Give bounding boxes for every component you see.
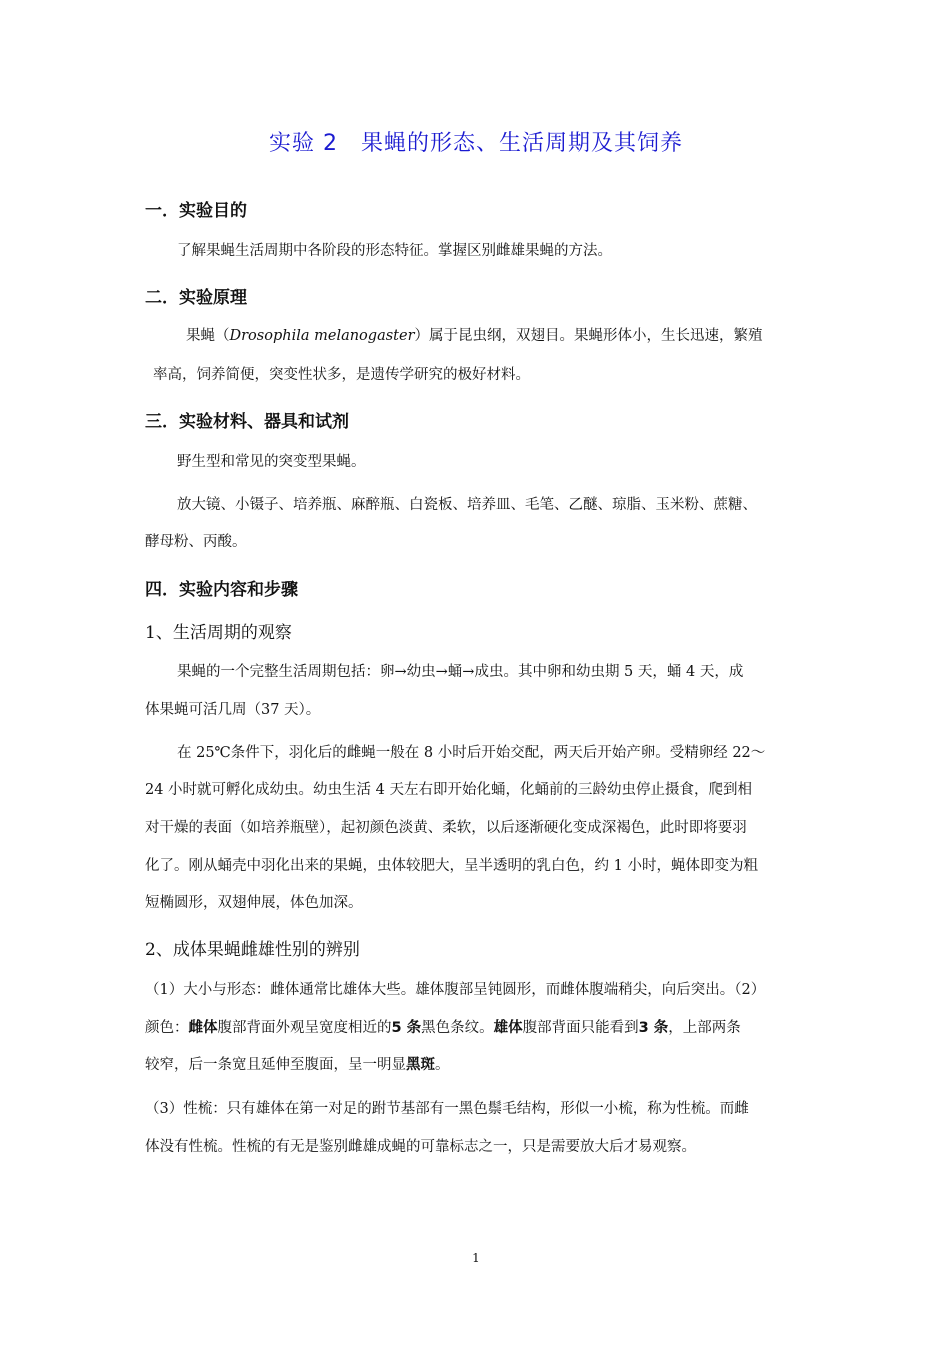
subsection-1-paragraph-2-line-1: 在 25℃条件下，羽化后的雌蝇一般在 8 小时后开始交配，两天后开始产卵。受精卵经 22～ [177, 745, 766, 761]
text-run: 。 [435, 1057, 450, 1073]
bold-text-five-stripes: 5 条 [391, 1020, 422, 1036]
subsection-1-heading: 1、生活周期的观察 [145, 623, 292, 643]
subsection-2-heading: 2、成体果蝇雌雄性别的辨别 [145, 940, 360, 960]
text-run: ，上部两条 [668, 1020, 741, 1036]
subsection-2-paragraph-2-line-2: 体没有性梳。性梳的有无是鉴别雌雄成蝇的可靠标志之一，只是需要放大后才易观察。 [145, 1139, 696, 1155]
text-run: 较窄，后一条宽且延伸至腹面，呈一明显 [145, 1057, 406, 1073]
section-2-paragraph-line-2: 率高，饲养简便，突变性状多，是遗传学研究的极好材料。 [153, 367, 530, 383]
subsection-2-paragraph-1-line-1: （1）大小与形态：雌体通常比雄体大些。雄体腹部呈钝圆形，而雌体腹端稍尖，向后突出。（2） [145, 982, 766, 998]
section-2-heading: 二．实验原理 [145, 288, 247, 308]
subsection-2-paragraph-1-line-2 [145, 1018, 741, 1038]
section-1-paragraph: 了解果蝇生活周期中各阶段的形态特征。掌握区别雌雄果蝇的方法。 [177, 243, 612, 259]
subsection-1-paragraph-2-line-5: 短椭圆形，双翅伸展，体色加深。 [145, 895, 363, 911]
section-3-paragraph-2-line-2: 酵母粉、丙酸。 [145, 534, 247, 550]
subsection-1-paragraph-2-line-4: 化了。刚从蛹壳中羽化出来的果蝇，虫体较肥大，呈半透明的乳白色，约 1 小时，蝇体即变为粗 [145, 858, 758, 874]
subsection-2-paragraph-1-line-3 [145, 1055, 450, 1075]
subsection-1-paragraph-1-line-2: 体果蝇可活几周（37 天）。 [145, 702, 321, 718]
bold-text-black-spot: 黑斑 [406, 1057, 435, 1073]
subsection-1-paragraph-2-line-2: 24 小时就可孵化成幼虫。幼虫生活 4 天左右即开始化蛹，化蛹前的三龄幼虫停止摄食，爬到相 [145, 782, 752, 798]
text-run: 腹部背面只能看到 [522, 1020, 639, 1036]
text-run: ）属于昆虫纲，双翅目。果蝇形体小，生长迅速，繁殖 [414, 328, 763, 344]
bold-text-female: 雌体 [188, 1020, 218, 1036]
section-3-paragraph-1: 野生型和常见的突变型果蝇。 [177, 454, 366, 470]
subsection-2-paragraph-2-line-1: （3）性梳：只有雄体在第一对足的跗节基部有一黑色鬃毛结构，形似一小梳，称为性梳。而雌 [145, 1101, 749, 1117]
text-run: 颜色： [145, 1020, 189, 1036]
section-1-heading: 一．实验目的 [145, 201, 247, 221]
page-number: 1 [472, 1251, 480, 1265]
text-run: 果蝇（ [186, 328, 230, 344]
section-3-paragraph-2-line-1: 放大镜、小镊子、培养瓶、麻醉瓶、白瓷板、培养皿、毛笔、乙醚、琼脂、玉米粉、蔗糖、 [177, 497, 757, 513]
section-2-paragraph-line-1 [186, 326, 763, 346]
text-run: 黑色条纹。 [421, 1020, 494, 1036]
subsection-1-paragraph-1-line-1: 果蝇的一个完整生活周期包括：卵→幼虫→蛹→成虫。其中卵和幼虫期 5 天，蛹 4 天，成 [177, 664, 744, 680]
latin-name: Drosophila melanogaster [229, 328, 415, 344]
bold-text-male: 雄体 [493, 1020, 523, 1036]
page-title: 实验 2 果蝇的形态、生活周期及其饲养 [269, 131, 683, 156]
section-3-heading: 三．实验材料、器具和试剂 [145, 412, 349, 432]
text-run: 腹部背面外观呈宽度相近的 [217, 1020, 392, 1036]
bold-text-three-stripes: 3 条 [638, 1020, 669, 1036]
section-4-heading: 四．实验内容和步骤 [145, 580, 298, 600]
subsection-1-paragraph-2-line-3: 对干燥的表面（如培养瓶壁），起初颜色淡黄、柔软，以后逐渐硬化变成深褐色，此时即将要羽 [145, 820, 747, 836]
